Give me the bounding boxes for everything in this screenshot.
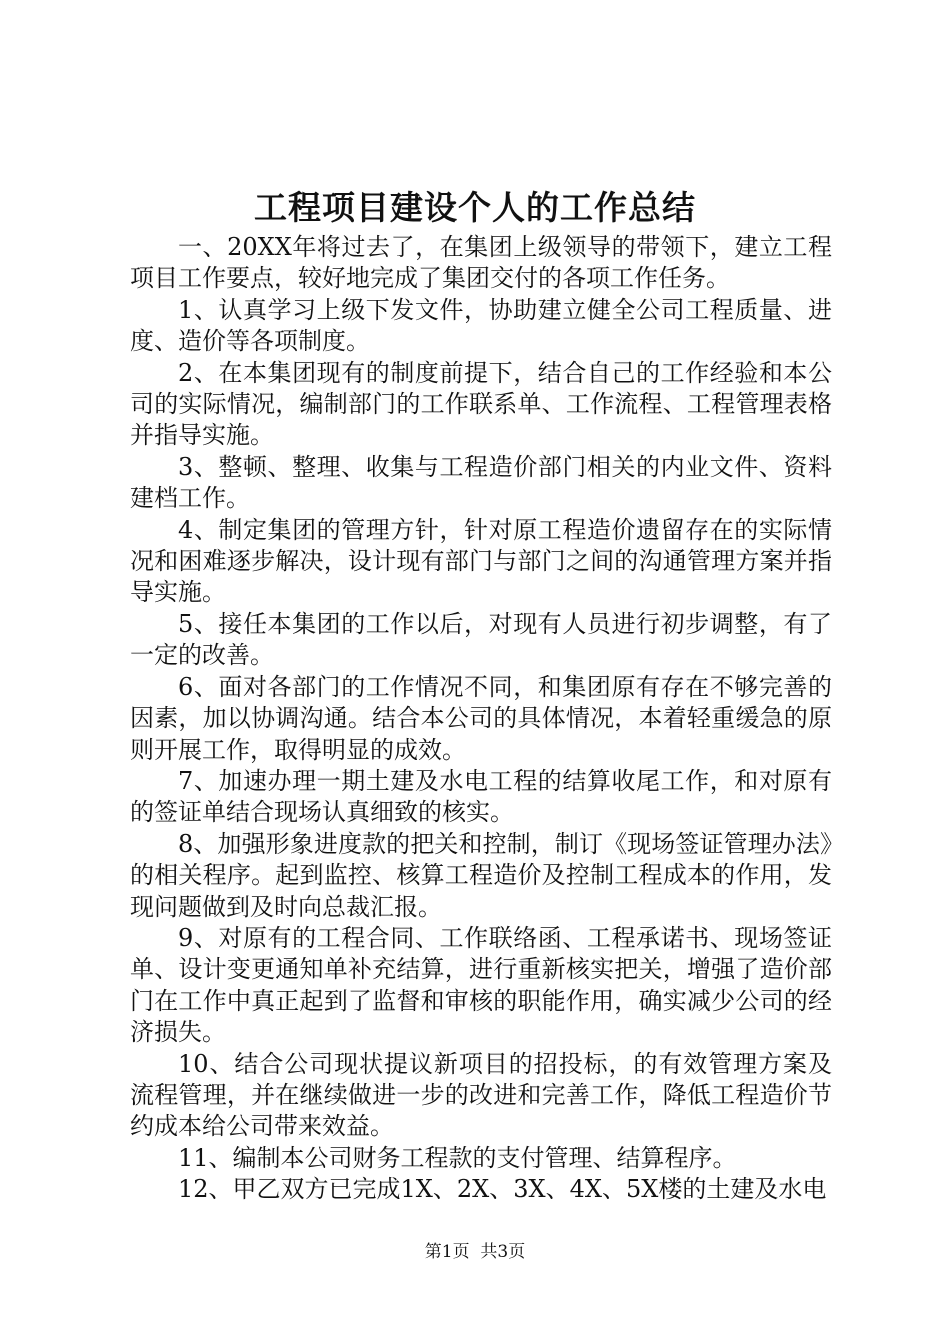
paragraph: 12、甲乙双方已完成1X、2X、3X、4X、5X楼的土建及水电	[178, 1175, 827, 1204]
paragraph: 5、接任本集团的工作以后，对现有人员进行初步调整，有了一定的改善。	[130, 609, 832, 670]
paragraph: 8、加强形象进度款的把关和控制，制订《现场签证管理办法》的相关程序。起到监控、核算工程造价及控制工程成本的作用，发现问题做到及时向总裁汇报。	[130, 829, 832, 921]
paragraph: 7、加速办理一期土建及水电工程的结算收尾工作，和对原有的签证单结合现场认真细致的核实。	[130, 766, 832, 827]
paragraph: 2、在本集团现有的制度前提下，结合自己的工作经验和本公司的实际情况，编制部门的工作联系单、工作流程、工程管理表格并指导实施。	[130, 358, 832, 450]
paragraph: 一、20XX年将过去了，在集团上级领导的带领下，建立工程项目工作要点，较好地完成了集团交付的各项工作任务。	[130, 233, 832, 293]
paragraph: 9、对原有的工程合同、工作联络函、工程承诺书、现场签证单、设计变更通知单补充结算，进行重新核实把关，增强了造价部门在工作中真正起到了监督和审核的职能作用，确实减少公司的经济损失。	[130, 923, 832, 1047]
document-body	[130, 232, 832, 1206]
document-title: 工程项目建设个人的工作总结	[254, 188, 696, 227]
paragraph: 10、结合公司现状提议新项目的招投标，的有效管理方案及流程管理，并在继续做进一步的改进和完善工作，降低工程造价节约成本给公司带来效益。	[130, 1049, 832, 1141]
paragraph: 1、认真学习上级下发文件，协助建立健全公司工程质量、进度、造价等各项制度。	[130, 295, 832, 356]
paragraph: 6、面对各部门的工作情况不同，和集团原有存在不够完善的因素，加以协调沟通。结合本公司的具体情况，本着轻重缓急的原则开展工作，取得明显的成效。	[130, 672, 832, 764]
paragraph: 4、制定集团的管理方针，针对原工程造价遗留存在的实际情况和困难逐步解决，设计现有部门与部门之间的沟通管理方案并指导实施。	[130, 515, 832, 607]
paragraph: 11、编制本公司财务工程款的支付管理、结算程序。	[178, 1143, 737, 1172]
page-number: 第1页	[424, 1242, 470, 1262]
page-total: 共3页	[480, 1242, 526, 1262]
paragraph: 3、整顿、整理、收集与工程造价部门相关的内业文件、资料建档工作。	[130, 452, 832, 513]
page-footer	[0, 1240, 950, 1264]
footer-spacer	[470, 1242, 481, 1262]
